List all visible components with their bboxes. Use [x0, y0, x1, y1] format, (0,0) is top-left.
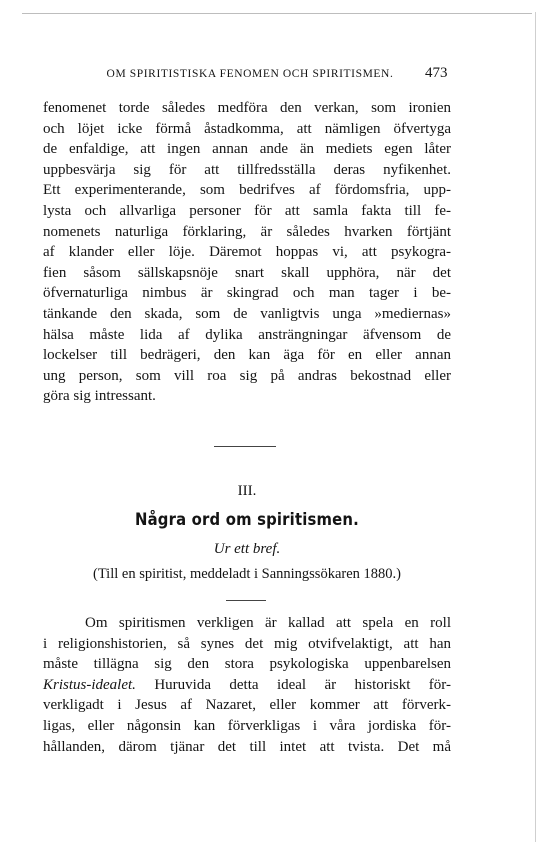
text-line: de enfaldige, att ingen annan ande än mediets egen låter — [43, 141, 451, 158]
text-line: verkligadt i Jesus af Nazaret, eller kommer att förverk- — [43, 697, 451, 714]
text-line: tänkande den skada, som de vanligtvis unga »mediernas» — [43, 305, 451, 322]
text-line: göra sig intressant. — [43, 388, 156, 405]
section-numeral: III. — [237, 483, 257, 499]
text-line: hälsa måste lida af dylika ansträngningar äfvensom de — [43, 326, 451, 343]
text-line: fien såsom sällskapsnöje snart skall upphöra, när det — [43, 264, 451, 281]
text-line: lockelser till bedrägeri, den kan äga för en eller annan — [43, 347, 451, 364]
text-line: och löjet icke förmå åstadkomma, att nämligen öfvertyga — [43, 120, 451, 137]
page-number: 473 — [425, 65, 448, 81]
text-line: ligas, eller någonsin kan förverkligas i våra jordiska för- — [43, 717, 451, 734]
subtitle-divider — [226, 600, 266, 601]
running-head: OM SPIRITISTISKA FENOMEN OCH SPIRITISMEN. — [106, 68, 394, 80]
text-line: nomenets naturliga förklaring, är således hvarken förtjänt — [43, 223, 451, 240]
section-note: (Till en spiritist, meddeladt i Sanningssökaren 1880.) — [93, 566, 401, 582]
text-line: öfvernaturliga nimbus är skingrad och man tager i be- — [43, 285, 451, 302]
scan-top-edge — [22, 13, 532, 14]
section-subtitle: Ur ett bref. — [213, 541, 281, 557]
text-line — [43, 675, 451, 696]
text-line: Om spiritismen verkligen är kallad att spela en roll — [85, 615, 451, 631]
text-line: i religionshistorien, så synes det mig otvifvelaktigt, att han — [43, 635, 451, 652]
section-title: Några ord om spiritismen. — [134, 510, 360, 529]
text-line: fenomenet torde således medföra den verkan, som ironien — [43, 100, 451, 116]
text-line: hållanden, därom tjänar det till intet att tvista. Det må — [43, 738, 451, 755]
line-rest: Huruvida detta ideal är historiskt för- — [135, 676, 451, 693]
scan-right-edge — [535, 12, 536, 842]
paragraph-letter — [43, 613, 451, 757]
section-divider — [214, 446, 276, 447]
text-line: lysta och allvarliga personer för att samla fakta till fe- — [43, 202, 451, 219]
text-line: uppbesvärja sig för att tillfredsställa deras nyfikenhet. — [43, 161, 451, 178]
italic-term: Kristus-idealet. — [43, 676, 136, 693]
paragraph-continued — [43, 98, 451, 407]
text-line: ung person, som vill roa sig på andras bekostnad eller — [43, 367, 451, 384]
text-line: Ett experimenterande, som bedrifves af fördomsfria, upp- — [43, 182, 451, 199]
text-line: måste tillägna sig den stora psykologiska uppenbarelsen — [43, 656, 451, 673]
text-line: af klander eller löje. Däremot hoppas vi, att psykogra- — [43, 244, 451, 261]
